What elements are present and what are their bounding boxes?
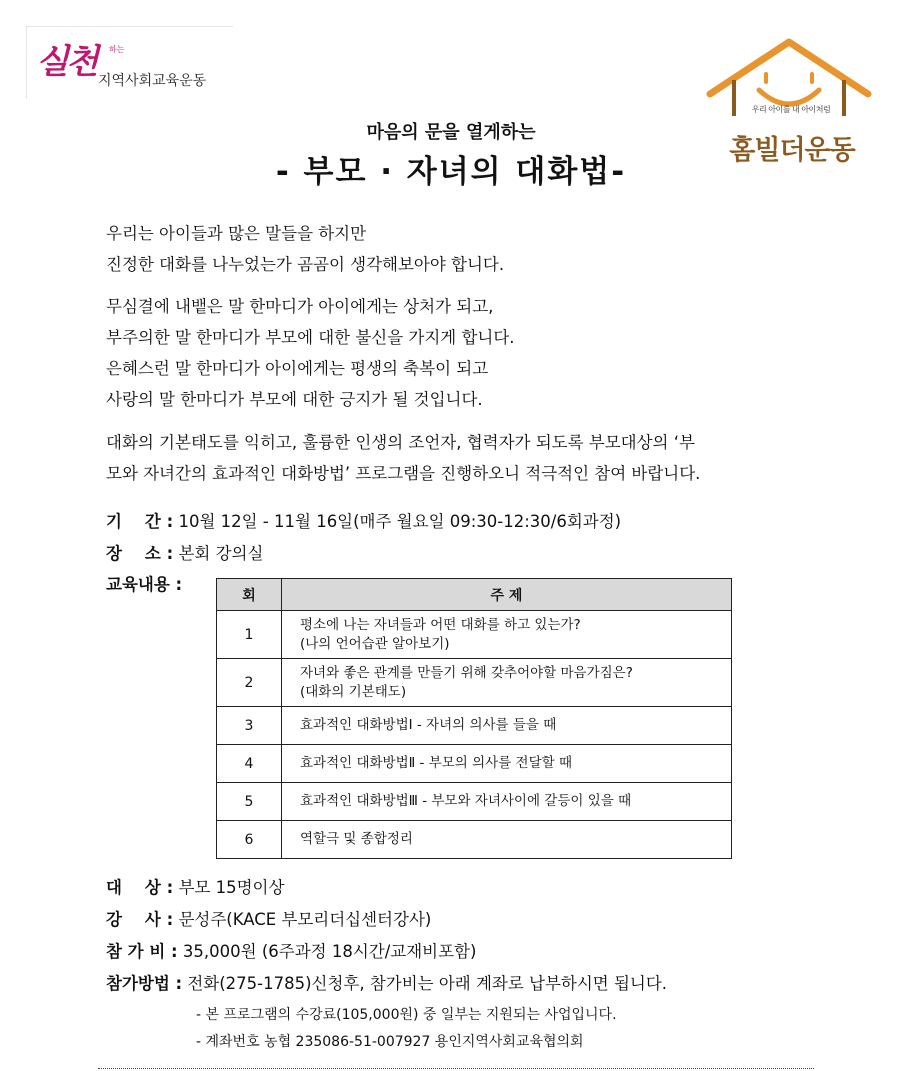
logo-slogan: 우리 아이를 내 아이처럼 <box>751 105 831 114</box>
session-topic: 효과적인 대화방법Ⅰ - 자녀의 의사를 들을 때 <box>282 707 732 745</box>
period-label: 기 간 : <box>106 512 174 531</box>
page-title: - 부모 · 자녀의 대화법- <box>275 154 627 190</box>
session-topic <box>282 659 732 707</box>
subtitle: 마음의 문을 열게하는 <box>366 122 536 143</box>
place-label: 장 소 : <box>106 544 174 563</box>
topic-line: 평소에 나는 자녀들과 어떤 대화를 하고 있는가? <box>300 616 581 633</box>
method-row <box>106 970 667 994</box>
text-line: 무심결에 내뱉은 말 한마디가 아이에게는 상처가 되고, <box>106 297 494 316</box>
text-line: 진정한 대화를 나누었는가 곰곰이 생각해보아야 합니다. <box>106 255 505 274</box>
logo-tiny-text: 하는 <box>109 45 125 54</box>
fee-value: 35,000원 (6주과정 18시간/교재비포함) <box>182 942 477 961</box>
fee-label: 참 가 비 : <box>106 942 178 961</box>
table-row <box>217 611 732 659</box>
session-topic: 효과적인 대화방법Ⅱ - 부모의 의사를 전달할 때 <box>282 745 732 783</box>
session-number: 2 <box>217 659 282 707</box>
text-line: 사랑의 말 한마디가 부모에 대한 긍지가 될 것입니다. <box>106 390 483 409</box>
period-row <box>106 508 621 532</box>
table-row <box>217 659 732 707</box>
topic-line: (나의 언어습관 알아보기) <box>300 635 450 652</box>
lecturer-label: 강 사 : <box>106 910 174 929</box>
session-number: 5 <box>217 783 282 821</box>
text-line: 우리는 아이들과 많은 말들을 하지만 <box>106 224 367 243</box>
fee-row <box>106 938 476 962</box>
text-line: 부주의한 말 한마디가 부모에 대한 불신을 가지게 합니다. <box>106 328 515 347</box>
note-subsidy: - 본 프로그램의 수강료(105,000원) 중 일부는 지원되는 사업입니다. <box>196 1007 617 1023</box>
table-header-row <box>217 579 732 611</box>
note-account: - 계좌번호 농협 235086-51-007927 용인지역사회교육협의회 <box>196 1034 584 1050</box>
content-label: 교육내용 : <box>106 575 183 594</box>
header-topic: 주 제 <box>282 579 732 611</box>
text-line: 모와 자녀간의 효과적인 대화방법’ 프로그램을 진행하오니 적극적인 참여 바랍니다. <box>106 464 701 483</box>
lecturer-value: 문성주(KACE 부모리더십센터강사) <box>178 910 432 929</box>
text-line: 대화의 기본태도를 익히고, 훌륭한 인생의 조언자, 협력자가 되도록 부모대상의 ‘부 <box>106 433 695 452</box>
table-row <box>217 707 732 745</box>
target-value: 부모 15명이상 <box>178 878 285 897</box>
logo-left <box>26 26 232 98</box>
logo-subtitle: 지역사회교육운동 <box>98 73 207 89</box>
target-row <box>106 874 284 898</box>
divider <box>98 1068 814 1069</box>
period-value: 10월 12일 - 11월 16일(매주 월요일 09:30-12:30/6회과정) <box>178 512 622 531</box>
lecturer-row <box>106 906 431 930</box>
content-row <box>106 571 182 595</box>
session-topic: 효과적인 대화방법Ⅲ - 부모와 자녀사이에 갈등이 있을 때 <box>282 783 732 821</box>
session-number: 1 <box>217 611 282 659</box>
header-session: 회 <box>217 579 282 611</box>
method-value: 전화(275-1785)신청후, 참가비는 아래 계좌로 납부하시면 됩니다. <box>187 974 668 993</box>
place-row <box>106 540 263 564</box>
session-number: 6 <box>217 821 282 859</box>
table-row <box>217 821 732 859</box>
logo-script-text: 실천 <box>36 42 96 82</box>
target-label: 대 상 : <box>106 878 174 897</box>
session-topic: 역할극 및 종합정리 <box>282 821 732 859</box>
topic-line: 자녀와 좋은 관계를 만들기 위해 갖추어야할 마음가짐은? <box>300 664 633 681</box>
intro-paragraph-1 <box>106 218 504 280</box>
intro-paragraph-3 <box>106 427 700 489</box>
logo-name: 홈빌더운동 <box>729 135 855 166</box>
session-topic <box>282 611 732 659</box>
table-row <box>217 783 732 821</box>
session-number: 3 <box>217 707 282 745</box>
method-label: 참가방법 : <box>106 974 183 993</box>
intro-paragraph-2 <box>106 291 515 415</box>
curriculum-table <box>216 578 732 859</box>
table-row <box>217 745 732 783</box>
text-line: 은혜스런 말 한마디가 아이에게는 평생의 축복이 되고 <box>106 359 489 378</box>
session-number: 4 <box>217 745 282 783</box>
place-value: 본회 강의실 <box>178 544 264 563</box>
topic-line: (대화의 기본태도) <box>300 683 407 700</box>
